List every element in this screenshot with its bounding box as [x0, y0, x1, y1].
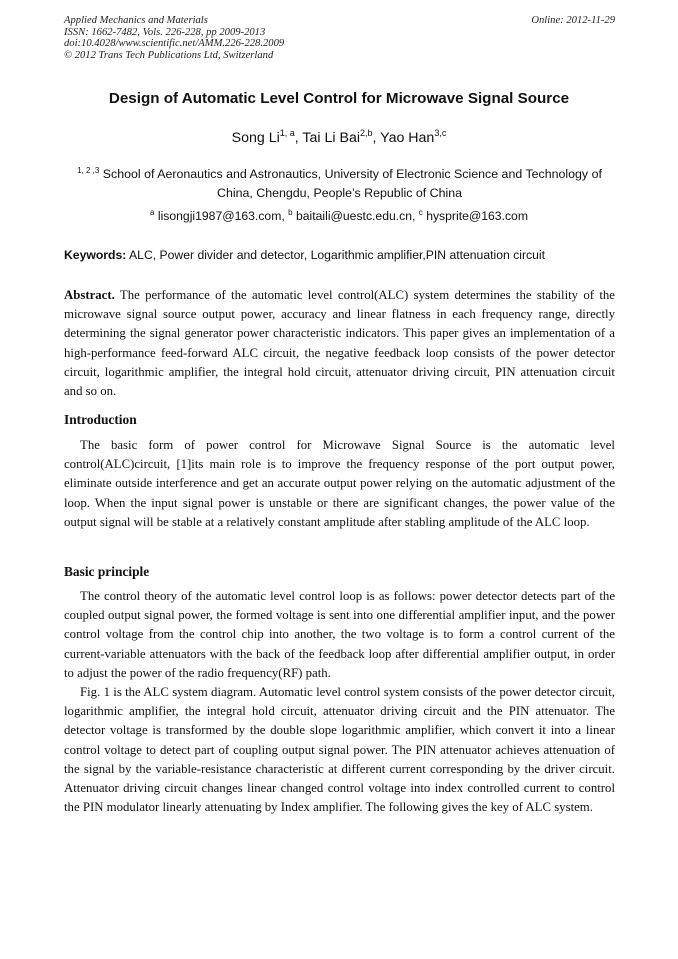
author-superscript: 1, a: [279, 128, 295, 138]
introduction-heading: Introduction: [64, 412, 137, 427]
copyright-line: © 2012 Trans Tech Publications Ltd, Switzerland: [64, 49, 274, 61]
email-list: $^a$ lisongji1987@163.com, $^b$ baitaili@uestc.edu.cn, $^c$ hysprite@163.com: [150, 208, 528, 223]
email-address: lisongji1987@163.com: [157, 209, 282, 223]
author-superscript: 2,b: [360, 128, 373, 138]
affiliation-superscript: 1, 2 ,3: [77, 166, 100, 175]
abstract: [64, 286, 615, 401]
email-address: hysprite@163.com: [426, 209, 528, 223]
email-superscript: c: [418, 208, 423, 217]
online-date: Online: 2012-11-29: [531, 15, 615, 26]
affiliation-line-2: China, Chengdu, People’s Republic of China: [217, 186, 462, 200]
journal-header: [64, 15, 615, 61]
email-superscript: a: [150, 208, 155, 217]
introduction-paragraph: The basic form of power control for Microwave Signal Source is the automatic level control(ALC)circuit, [1]its main role is to improve the frequency response of the port output power, eliminate outside interference and get an accurate output power relying on the automatic adjustment of the loop. When the input signal power is unstable or there are significant changes, the power value of the output signal will be stable at a relatively constant amplitude after stabling amplitude of the ALC loop.: [64, 438, 615, 529]
keywords-text: ALC, Power divider and detector, Logarithmic amplifier,PIN attenuation circuit: [129, 248, 545, 262]
journal-name: Applied Mechanics and Materials: [64, 15, 208, 26]
affiliation: [64, 165, 615, 203]
issn-line: ISSN: 1662-7482, Vols. 226-228, pp 2009-2013: [64, 26, 266, 38]
author-name: Tai Li Bai: [302, 130, 360, 146]
author-list: Song Li$^{1, a}$, Tai Li Bai$^{2,b}$, Yao Han$^{3,c}$: [231, 128, 447, 146]
affiliation-line-1: School of Aeronautics and Astronautics, University of Electronic Science and Technology of: [102, 167, 602, 181]
author-name: Yao Han: [380, 130, 435, 146]
basic-principle-heading: Basic principle: [64, 564, 150, 579]
email-address: baitaili@uestc.edu.cn: [295, 209, 413, 223]
basic-principle-paragraph-1: The control theory of the automatic level control loop is as follows: power detector detects part of the coupled output signal power, the formed voltage is sent into one differential amplifier input, and the power control voltage from the control chip into another, the two voltage is to form a control current of the current-variable attenuators with the back of the feedback loop after differential amplifier output, in order to adjust the power of the radio frequency(RF) path.: [64, 589, 615, 680]
author-name: Song Li: [231, 130, 280, 146]
author-superscript: 3,c: [434, 128, 447, 138]
abstract-label: Abstract.: [64, 288, 115, 302]
keywords-label: Keywords:: [64, 248, 127, 262]
abstract-text: The performance of the automatic level control(ALC) system determines the stability of the microwave signal source output power, accuracy and linear flatness in each frequency range, directly determining the signal generator power characteristic indicators. This paper gives an implementation of a high-performance feed-forward ALC circuit, the negative feedback loop consists of the power detector circuit, logarithmic amplifier, the integral hold circuit, attenuator driving circuit, PIN attenuation circuit and so on.: [64, 288, 615, 399]
basic-principle-paragraph-2: Fig. 1 is the ALC system diagram. Automatic level control system consists of the power detector circuit, logarithmic amplifier, the integral hold circuit, attenuator driving circuit and the PIN attenuator. The detector voltage is transformed by the double slope logarithmic amplifier, which convert it into a linear control voltage to detect part of coupling output signal power. The PIN attenuator achieves attenuation of the signal by the variable-resistance characteristic at different current corresponding by the driver circuit. Attenuator driving circuit changes linear changed control voltage into index controlled current to control the PIN modulator linearly attenuating by Index amplifier. The following gives the key of ALC system.: [64, 685, 615, 815]
doi-line: doi:10.4028/www.scientific.net/AMM.226-228.2009: [64, 38, 285, 50]
paper-title: Design of Automatic Level Control for Microwave Signal Source: [108, 90, 570, 107]
email-superscript: b: [288, 208, 293, 217]
keywords-line: [64, 248, 615, 262]
